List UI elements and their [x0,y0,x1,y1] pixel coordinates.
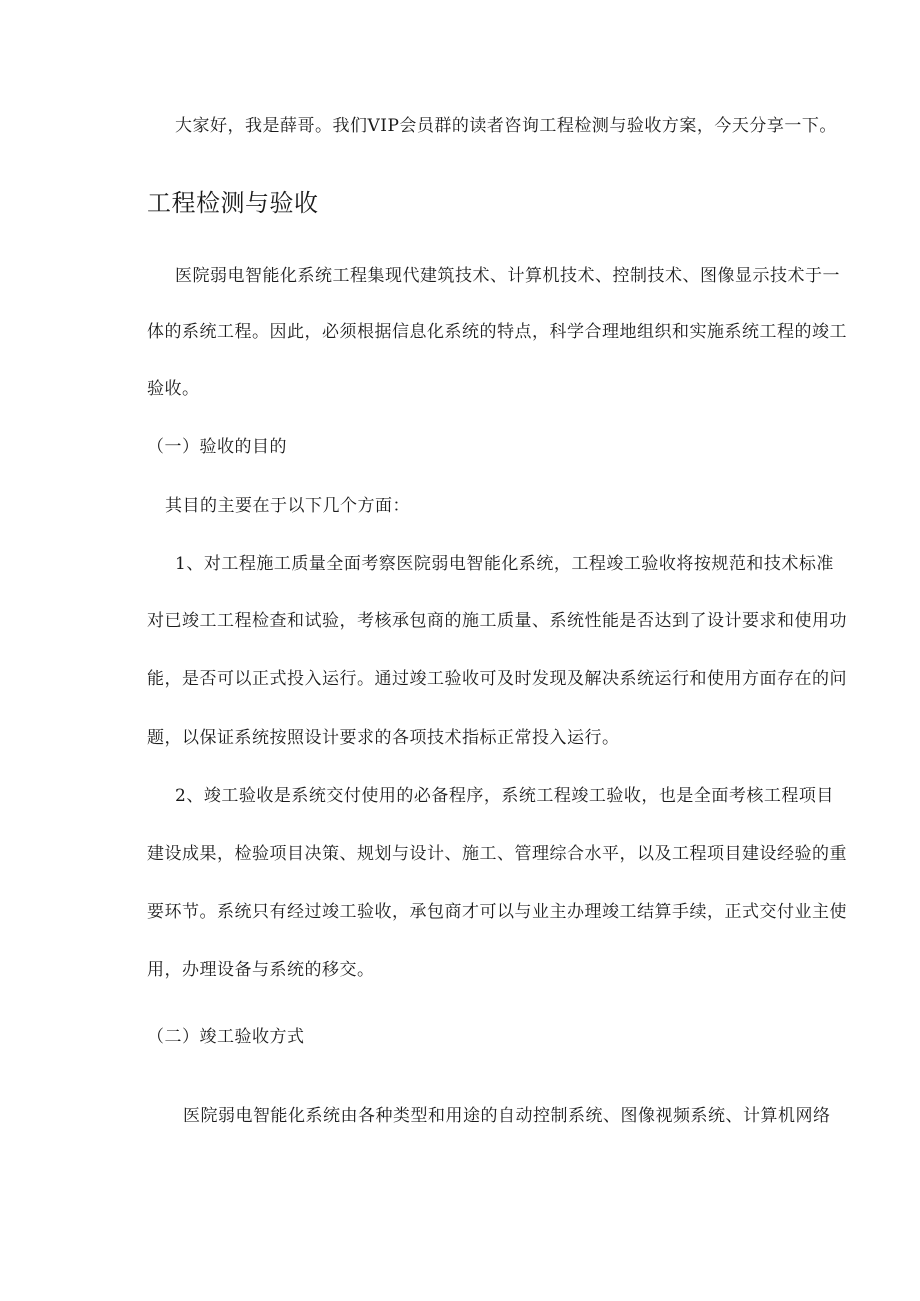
point1-line-2: 对已竣工工程检查和试验，考核承包商的施工质量、系统性能是否达到了设计要求和使用功 [147,611,847,631]
page-title: 工程检测与验收 [147,189,319,217]
point2-line-1: 2、竣工验收是系统交付使用的必备程序，系统工程竣工验收，也是全面考核工程项目 [175,786,834,806]
para1-line-1: 医院弱电智能化系统工程集现代建筑技术、计算机技术、控制技术、图像显示技术于一 [175,266,840,286]
para1-line-2: 体的系统工程。因此，必须根据信息化系统的特点，科学合理地组织和实施系统工程的竣工 [147,322,847,342]
section1-intro: 其目的主要在于以下几个方面： [165,496,410,516]
point1-line-3: 能，是否可以正式投入运行。通过竣工验收可及时发现及解决系统运行和使用方面存在的问 [147,669,847,689]
section1-heading: （一）验收的目的 [147,437,287,457]
point2-line-4: 用，办理设备与系统的移交。 [147,960,375,980]
point2-line-2: 建设成果，检验项目决策、规划与设计、施工、管理综合水平，以及工程项目建设经验的重 [147,844,847,864]
para1-line-3: 验收。 [147,379,200,399]
point2-line-3: 要环节。系统只有经过竣工验收，承包商才可以与业主办理竣工结算手续，正式交付业主使 [147,902,847,922]
point1-line-4: 题，以保证系统按照设计要求的各项技术指标正常投入运行。 [147,728,620,748]
section2-heading: （二）竣工验收方式 [147,1027,305,1047]
last-para-line-1: 医院弱电智能化系统由各种类型和用途的自动控制系统、图像视频系统、计算机网络 [183,1106,831,1126]
point1-line-1: 1、对工程施工质量全面考察医院弱电智能化系统，工程竣工验收将按规范和技术标准 [175,554,834,574]
intro-text: 大家好，我是薛哥。我们VIP会员群的读者咨询工程检测与验收方案，今天分享一下。 [175,116,837,136]
